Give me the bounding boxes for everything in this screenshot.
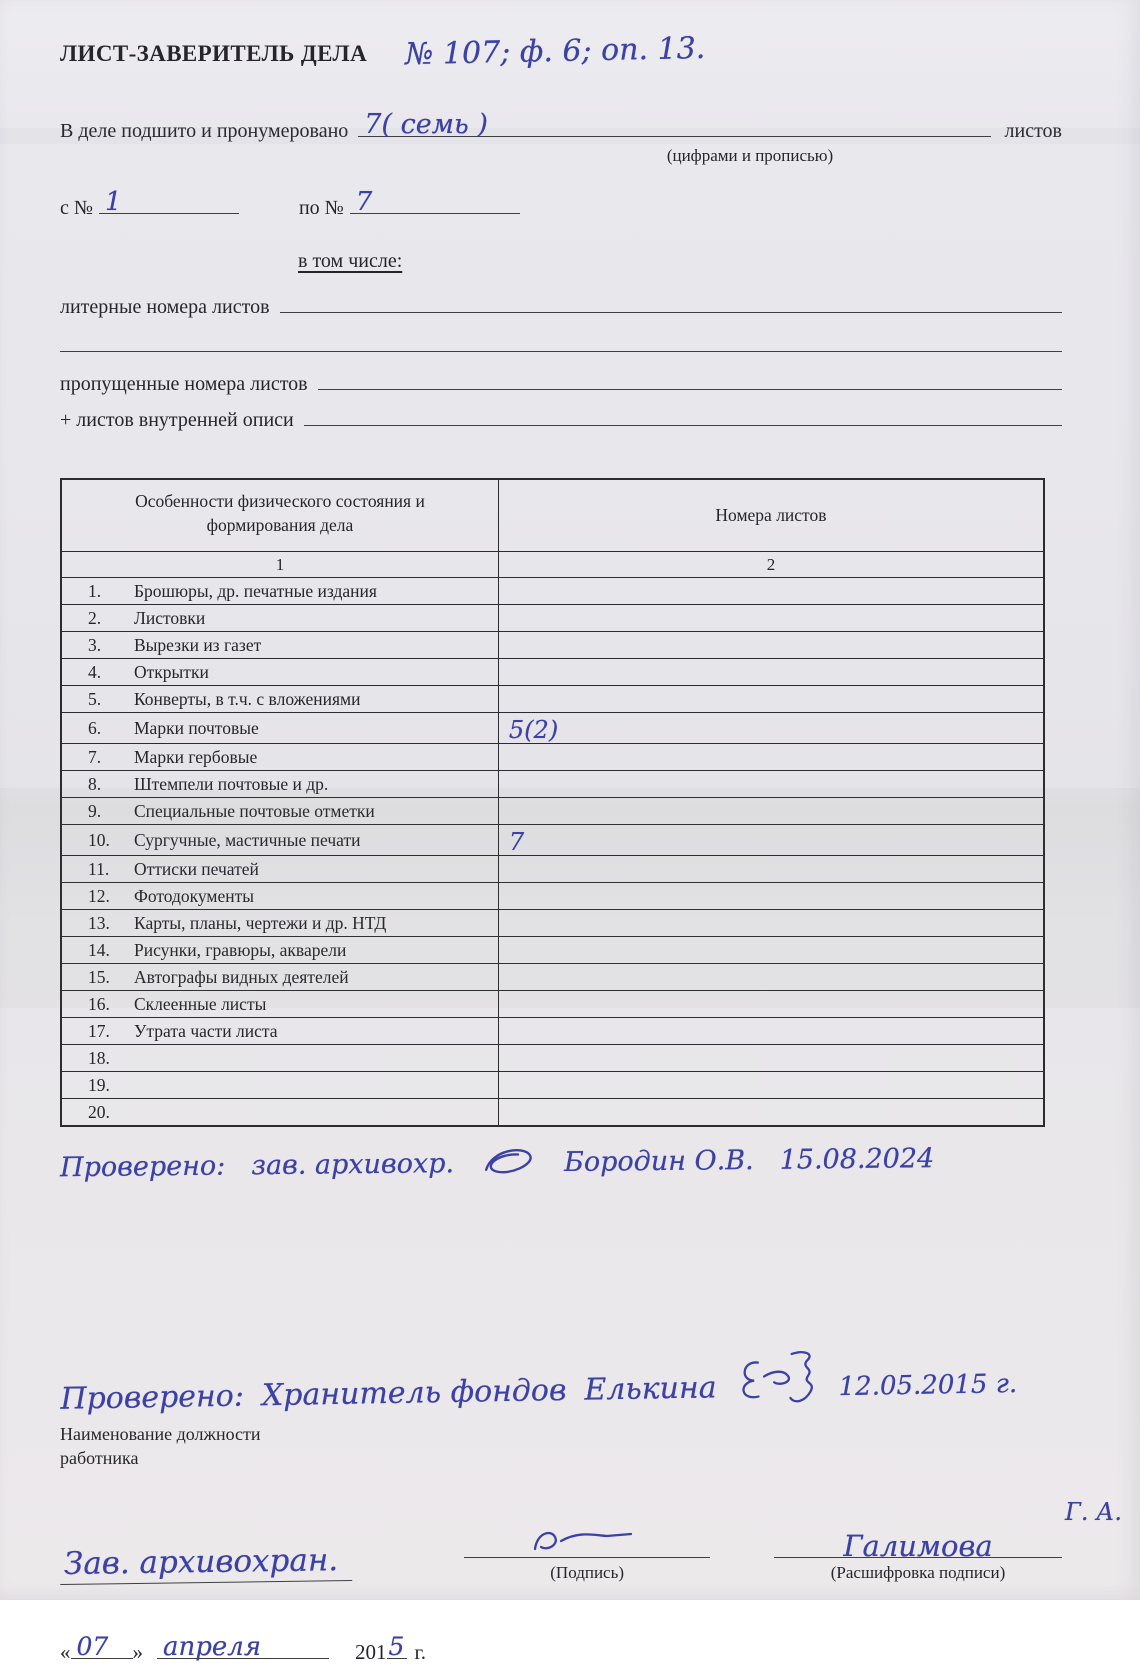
verification-date-handwritten: 15.08.2024 bbox=[779, 1142, 935, 1176]
missed-numbers-line bbox=[60, 366, 1062, 396]
row-number: 20. bbox=[88, 1101, 110, 1122]
verified-prefix-handwritten: Проверено: bbox=[59, 1150, 226, 1183]
row-number: 9. bbox=[88, 800, 102, 821]
table-col2-header: Номера листов bbox=[498, 479, 1044, 552]
year-suffix: г. bbox=[414, 1640, 426, 1665]
row-label: Оттиски печатей bbox=[134, 858, 259, 879]
initials-handwritten: Г. А. bbox=[1065, 1498, 1122, 1527]
continuation-blank-line bbox=[60, 351, 1062, 352]
row-number: 15. bbox=[88, 966, 110, 987]
signature-transcript-field bbox=[774, 1498, 1122, 1583]
verification-date-handwritten: 12.05.2015 г. bbox=[838, 1368, 1018, 1402]
table-row bbox=[61, 659, 1044, 686]
row-number: 7. bbox=[88, 746, 102, 767]
table-row bbox=[61, 825, 1044, 856]
table-row bbox=[61, 798, 1044, 825]
row-number: 2. bbox=[88, 607, 102, 628]
day-field bbox=[71, 1632, 133, 1662]
row-number: 5. bbox=[88, 688, 102, 709]
table-row bbox=[61, 1072, 1044, 1099]
missed-numbers-label: пропущенные номера листов bbox=[60, 373, 308, 395]
verifier-position-handwritten: зав. архивохр. bbox=[251, 1147, 455, 1181]
row-label: Вырезки из газет bbox=[134, 634, 262, 655]
form-header bbox=[60, 30, 1062, 73]
row-number: 19. bbox=[88, 1074, 110, 1095]
to-value-handwritten: 7 bbox=[355, 187, 373, 217]
table-row bbox=[61, 937, 1044, 964]
sheet-count-label: В деле подшито и пронумеровано bbox=[60, 120, 349, 142]
including-heading: в том числе: bbox=[298, 250, 403, 272]
row-number: 11. bbox=[88, 858, 110, 879]
signature-caption: (Подпись) bbox=[550, 1563, 625, 1583]
inner-inventory-label: + листов внутренней описи bbox=[60, 409, 294, 431]
table-col2-number: 2 bbox=[498, 552, 1044, 578]
table-col1-header: Особенности физического состояния и формирования дела bbox=[61, 479, 498, 552]
sheet-count-line bbox=[60, 109, 1062, 143]
table-row bbox=[61, 910, 1044, 937]
year-digit-field bbox=[387, 1632, 407, 1662]
verifier-name-handwritten: Бородин О.В. bbox=[563, 1144, 754, 1178]
inner-inventory-line bbox=[60, 402, 1062, 432]
table-row bbox=[61, 1045, 1044, 1072]
position-caption-line2: работника bbox=[60, 1448, 139, 1469]
to-label: по № bbox=[298, 197, 344, 219]
row-number: 10. bbox=[88, 829, 110, 850]
case-reference-handwritten: № 107; ф. 6; оп. 13. bbox=[404, 30, 706, 73]
row-label: Листовки bbox=[134, 607, 206, 628]
row-number: 14. bbox=[88, 939, 110, 960]
table-col1-number: 1 bbox=[61, 552, 498, 578]
row-number: 3. bbox=[88, 634, 102, 655]
sheet-count-value-handwritten: 7( семь ) bbox=[364, 109, 488, 140]
table-row bbox=[61, 991, 1044, 1018]
sheet-count-blank-line bbox=[533, 113, 990, 137]
table-row bbox=[61, 1018, 1044, 1045]
to-field bbox=[350, 187, 520, 217]
position-caption bbox=[60, 1422, 1062, 1471]
sheet-range-line bbox=[60, 187, 1062, 220]
keeper-position-handwritten: Хранитель фондов bbox=[261, 1372, 567, 1413]
signature-row bbox=[60, 1498, 1122, 1583]
transcript-caption: (Расшифровка подписи) bbox=[830, 1563, 1006, 1583]
verification-line-2024 bbox=[60, 1130, 1062, 1183]
table-row bbox=[61, 578, 1044, 605]
keeper-name-handwritten: Елькина bbox=[584, 1370, 717, 1408]
from-value-handwritten: 1 bbox=[104, 187, 122, 217]
count-hint: (цифрами и прописью) bbox=[666, 146, 834, 165]
keeper-signature-monogram bbox=[734, 1345, 821, 1410]
position-caption-line1: Наименование должности bbox=[60, 1423, 261, 1444]
row-label: Специальные почтовые отметки bbox=[134, 800, 375, 821]
row-label: Марки гербовые bbox=[134, 746, 258, 767]
from-label: с № bbox=[60, 197, 93, 219]
verification-line-2015 bbox=[59, 1327, 1062, 1416]
sheet-count-field bbox=[358, 109, 533, 140]
table-row bbox=[61, 713, 1044, 744]
sheets-word: листов bbox=[1004, 120, 1062, 142]
row-label: Карты, планы, чертежи и др. НТД bbox=[134, 912, 387, 933]
year-printed: 201 bbox=[355, 1640, 387, 1665]
row-number: 16. bbox=[88, 993, 110, 1014]
table-row bbox=[61, 964, 1044, 991]
month-field bbox=[157, 1632, 329, 1663]
row-number: 18. bbox=[88, 1047, 110, 1068]
row-number: 4. bbox=[88, 661, 102, 682]
table-row bbox=[61, 1099, 1044, 1126]
quote-close: » bbox=[132, 1640, 143, 1665]
row-number: 8. bbox=[88, 773, 102, 794]
row-number: 17. bbox=[88, 1020, 110, 1041]
row-label: Утрата части листа bbox=[134, 1020, 278, 1041]
lettered-numbers-label: литерные номера листов bbox=[60, 296, 270, 318]
row-value-handwritten: 7 bbox=[508, 828, 525, 857]
table-row bbox=[61, 632, 1044, 659]
verified-prefix-handwritten: Проверено: bbox=[60, 1378, 245, 1417]
position-field bbox=[60, 1544, 436, 1583]
row-label: Сургучные, мастичные печати bbox=[134, 829, 361, 850]
row-label: Фотодокументы bbox=[134, 885, 255, 906]
row-label: Штемпели почтовые и др. bbox=[134, 773, 329, 794]
table-row bbox=[61, 856, 1044, 883]
row-label: Марки почтовые bbox=[134, 717, 259, 738]
from-field bbox=[99, 187, 239, 217]
table-row bbox=[61, 883, 1044, 910]
row-number: 12. bbox=[88, 885, 110, 906]
page-title: ЛИСТ-ЗАВЕРИТЕЛЬ ДЕЛА bbox=[60, 41, 368, 66]
row-label: Конверты, в т.ч. с вложениями bbox=[134, 688, 361, 709]
row-label: Открытки bbox=[134, 661, 209, 682]
row-label: Брошюры, др. печатные издания bbox=[134, 580, 377, 601]
year-digit-handwritten: 5 bbox=[388, 1632, 405, 1662]
verifier-signature-scribble bbox=[480, 1143, 538, 1180]
surname-handwritten: Галимова bbox=[843, 1529, 993, 1564]
signoff-signature-scribble bbox=[527, 1523, 647, 1557]
row-label: Автографы видных деятелей bbox=[134, 966, 349, 987]
row-number: 6. bbox=[88, 717, 102, 738]
inner-inventory-field bbox=[304, 402, 1062, 426]
table-row bbox=[61, 744, 1044, 771]
lettered-numbers-line bbox=[60, 289, 1062, 319]
table-row bbox=[61, 686, 1044, 713]
row-label: Склеенные листы bbox=[134, 993, 267, 1014]
day-handwritten: 07 bbox=[76, 1632, 109, 1662]
missed-numbers-field bbox=[318, 366, 1062, 390]
table-row bbox=[61, 605, 1044, 632]
physical-state-table bbox=[60, 478, 1045, 1127]
table-row bbox=[61, 771, 1044, 798]
row-number: 13. bbox=[88, 912, 110, 933]
date-line bbox=[60, 1632, 1062, 1665]
row-value-handwritten: 5(2) bbox=[508, 716, 559, 745]
month-handwritten: апреля bbox=[163, 1632, 262, 1663]
row-number: 1. bbox=[88, 580, 102, 601]
quote-open: « bbox=[60, 1640, 71, 1665]
row-label: Рисунки, гравюры, акварели bbox=[134, 939, 347, 960]
position-value-handwritten: Зав. архивохран. bbox=[60, 1542, 353, 1585]
signature-field bbox=[464, 1514, 710, 1583]
lettered-numbers-field bbox=[280, 289, 1062, 313]
